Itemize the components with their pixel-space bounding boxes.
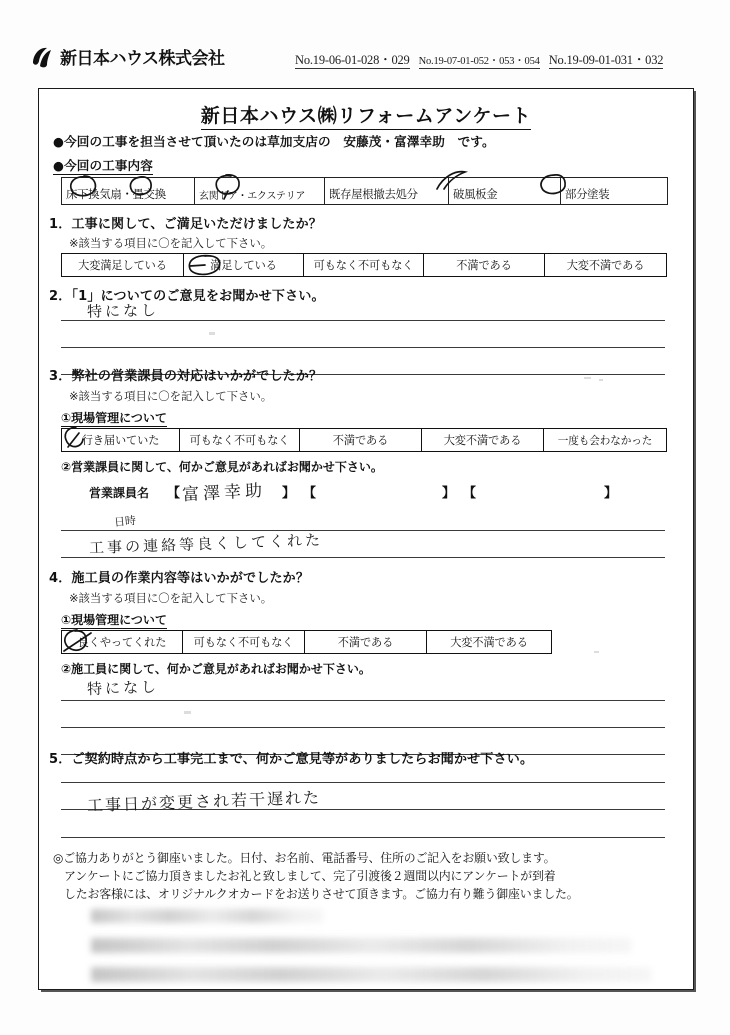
q2-handwritten-answer: 特になし <box>86 301 160 321</box>
q1-option-1-label: 満足している <box>210 259 277 272</box>
q1-option-4-label: 大変不満である <box>566 259 645 272</box>
q4-option-0[interactable] <box>62 631 183 653</box>
q3-option-1[interactable] <box>180 429 300 451</box>
question-5-text: 5．ご契約時点から工事完工まで、何かご意見等がありましたらお聞かせ下さい。 <box>49 752 534 767</box>
q3-staff-bracket-close-1: 】 <box>282 486 296 501</box>
work-content-heading: ●今回の工事内容 <box>53 158 153 173</box>
q4-answer-line-2[interactable] <box>61 727 665 728</box>
q1-option-2-label: 可もなく不可もなく <box>313 259 414 272</box>
question-2-text: 2．「1」についてのご意見をお聞かせ下さい。 <box>49 289 325 304</box>
intro-line: ●今回の工事を担当させて頂いたのは草加支店の 安藤茂・富澤幸助 です。 <box>53 134 495 149</box>
question-4-text: 4．施工員の作業内容等はいかがでしたか？ <box>49 571 310 586</box>
q4-handwritten-answer: 特になし <box>86 677 160 699</box>
question-1-text: 1．工事に関して、ご満足いただけましたか？ <box>49 217 322 232</box>
q1-option-3-label: 不満である <box>456 259 512 272</box>
work-item-2[interactable] <box>325 178 449 204</box>
q1-option-0[interactable] <box>62 254 184 276</box>
work-item-4[interactable] <box>561 178 667 204</box>
q1-option-4[interactable] <box>545 254 666 276</box>
q4-answer-line-1[interactable] <box>61 700 665 701</box>
footer-line-1: ◎ご協力ありがとう御座いました。日付、お名前、電話番号、住所のご記入をお願い致します。 <box>53 851 556 865</box>
q3-staff-bracket-close-3: 】 <box>604 486 618 501</box>
work-content-table <box>61 177 668 205</box>
q3-option-3[interactable] <box>422 429 544 451</box>
work-item-2-label: 既存屋根撤去処分 <box>329 187 418 201</box>
q4-option-2[interactable] <box>305 631 427 653</box>
q1-option-1[interactable] <box>184 254 304 276</box>
q3-staff-bracket-open-2: 【 <box>303 486 317 501</box>
q4-option-2-label: 不満である <box>337 636 394 649</box>
q3-option-0[interactable] <box>62 429 180 451</box>
q3-handwritten-superscript: 日時 <box>113 513 137 530</box>
reference-number-2: No.19-07-01-052・053・054 <box>419 53 540 69</box>
question-4-sub2-label: ②施工員に関して、何かご意見があればお聞かせ下さい。 <box>61 662 371 676</box>
scan-speckle-3 <box>209 332 215 335</box>
q1-option-2[interactable] <box>304 254 424 276</box>
reference-number-3: No.19-09-01-031・032 <box>549 50 664 69</box>
q1-option-0-label: 大変満足している <box>78 259 167 272</box>
footer-note <box>53 849 677 903</box>
question-3-options <box>61 428 667 452</box>
question-3-sub1-label: ①現場管理について <box>61 411 167 425</box>
form-title: 新日本ハウス㈱リフォームアンケート <box>39 101 693 128</box>
q5-answer-line-3[interactable] <box>61 837 665 838</box>
question-3-note: ※該当する項目に〇を記入して下さい。 <box>69 389 273 403</box>
q3-option-4-label: 一度も会わなかった <box>557 434 653 447</box>
q4-option-1-label: 可もなく不可もなく <box>193 636 294 649</box>
question-4-sub1-label: ①現場管理について <box>61 613 167 627</box>
question-3-sub2-label: ②営業課員に関して、何かご意見があればお聞かせ下さい。 <box>61 460 383 474</box>
company-logo <box>30 44 225 69</box>
reference-number-list <box>295 50 663 69</box>
q3-option-0-label: 行き届いていた <box>81 434 160 447</box>
work-item-4-label: 部分塗装 <box>565 187 610 201</box>
work-item-3[interactable] <box>449 178 561 204</box>
footer-line-3: したお客様には、オリジナルクオカードをお送りさせて頂きます。ご協力有り難う御座いました。 <box>64 887 579 901</box>
redacted-personal-info-line-2 <box>91 938 631 953</box>
reference-number-1: No.19-06-01-028・029 <box>295 50 410 69</box>
q3-answer-line-1[interactable] <box>61 530 665 531</box>
q3-staff-bracket-close-2: 】 <box>442 486 456 501</box>
q3-handwritten-staff-name: 富澤幸助 <box>181 480 267 506</box>
scan-speckle-2 <box>599 379 603 381</box>
q3-handwritten-answer: 工事の連絡等良くしてくれた <box>88 530 324 558</box>
form-frame <box>38 88 694 990</box>
document-header <box>30 44 700 78</box>
work-item-0[interactable] <box>62 178 195 204</box>
question-4-options <box>61 630 552 654</box>
question-1-options <box>61 253 667 277</box>
q5-handwritten-answer: 工事日が変更され若干遅れた <box>86 787 322 816</box>
scan-speckle-5 <box>594 651 599 653</box>
scan-speckle-1 <box>584 377 591 379</box>
company-name: 新日本ハウス株式会社 <box>60 49 225 69</box>
work-item-1-label: 玄関ドア・エクステリア <box>199 191 306 202</box>
q4-option-1[interactable] <box>183 631 305 653</box>
q1-option-3[interactable] <box>424 254 545 276</box>
q4-option-3[interactable] <box>427 631 551 653</box>
question-3-text: 3．弊社の営業課員の対応はいかがでしたか？ <box>49 369 323 384</box>
work-item-3-label: 破風板金 <box>453 187 498 201</box>
q3-option-3-label: 大変不満である <box>443 434 522 447</box>
q3-option-4[interactable] <box>544 429 666 451</box>
q3-option-2-label: 不満である <box>332 434 389 447</box>
q2-answer-line-2[interactable] <box>61 347 665 348</box>
q3-option-2[interactable] <box>300 429 422 451</box>
q5-answer-line-1[interactable] <box>61 782 665 783</box>
q3-answer-line-2[interactable] <box>61 557 665 558</box>
q3-staff-field-label: 営業課員名 <box>89 486 150 500</box>
company-logo-icon <box>30 45 56 69</box>
q3-staff-bracket-open-1: 【 <box>167 486 181 501</box>
q3-option-1-label: 可もなく不可もなく <box>189 434 290 447</box>
work-item-1[interactable] <box>195 178 325 204</box>
redacted-personal-info-line-1 <box>91 909 323 923</box>
q4-option-3-label: 大変不満である <box>450 636 528 649</box>
q3-staff-bracket-open-3: 【 <box>463 486 477 501</box>
footer-line-2: アンケートにご協力頂きましたお礼と致しまして、完了引渡後２週間以内にアンケートが到着 <box>64 869 556 883</box>
work-item-0-label: 床下換気扇・畳交換 <box>66 187 166 201</box>
q4-option-0-label: 良くやってくれた <box>77 636 167 649</box>
scan-speckle-4 <box>184 711 191 714</box>
question-1-note: ※該当する項目に〇を記入して下さい。 <box>69 236 273 250</box>
redacted-personal-info-line-3 <box>91 967 651 982</box>
question-4-note: ※該当する項目に〇を記入して下さい。 <box>69 591 273 605</box>
